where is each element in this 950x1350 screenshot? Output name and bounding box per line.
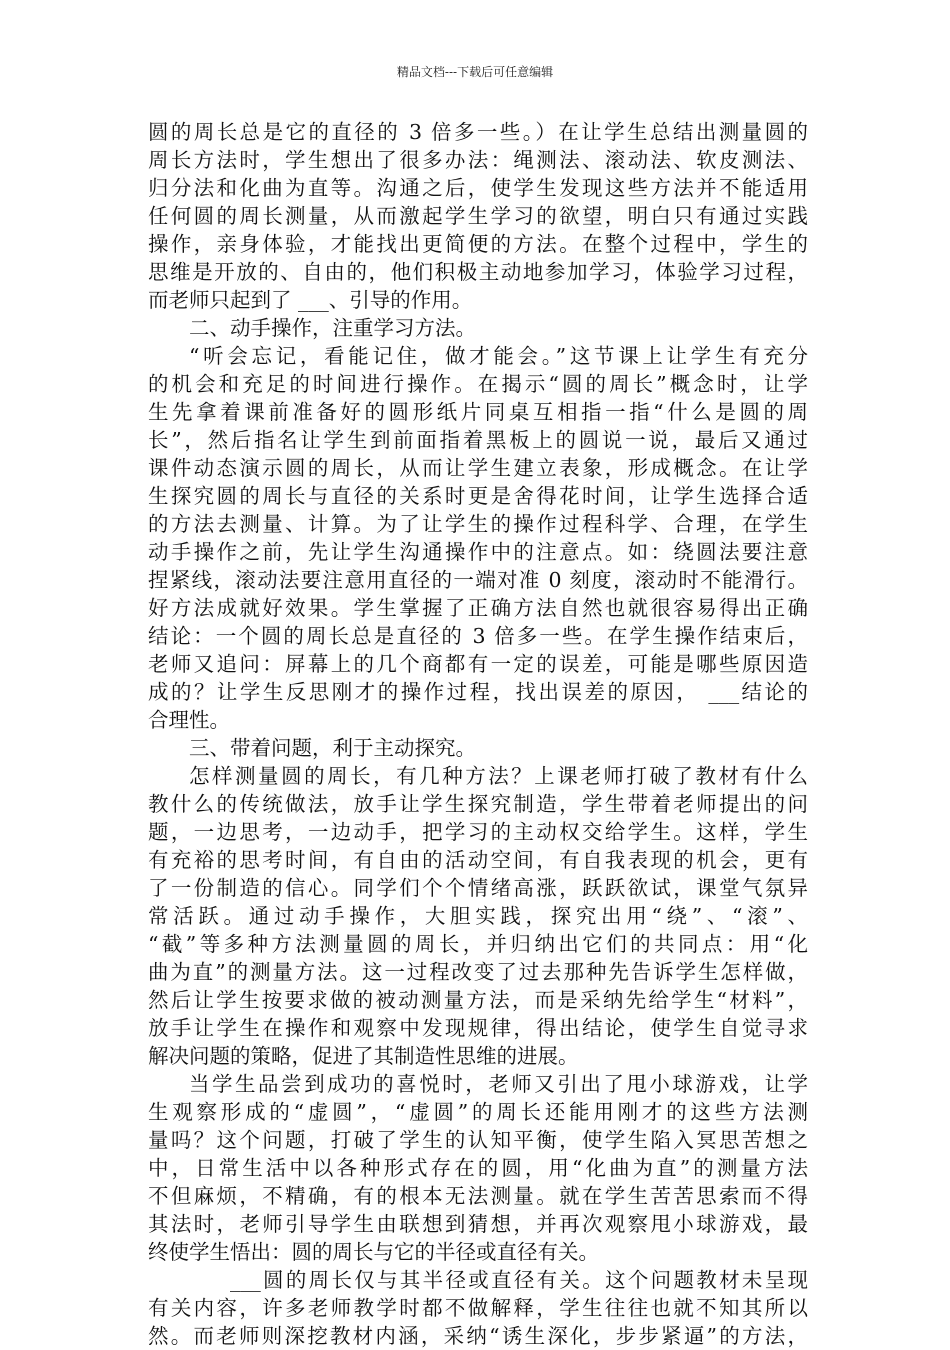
text-line: 的机会和充足的时间进行操作。在揭示“圆的周长”概念时，让学 xyxy=(148,372,808,396)
text-line: 操作，亲身体验，才能找出更简便的方法。在整个过程中，学生的 xyxy=(148,232,808,256)
text-line: 二、动手操作，注重学习方法。 xyxy=(189,316,476,340)
text-line: 生先拿着课前准备好的圆形纸片同桌互相指一指“什么是圆的周 xyxy=(148,400,808,424)
text-line: 的方法去测量、计算。为了让学生的操作过程科学、合理，在学生 xyxy=(148,512,808,536)
text-line: 老师又追问：屏幕上的几个商都有一定的误差，可能是哪些原因造 xyxy=(148,652,808,676)
document-body xyxy=(148,118,808,1350)
text-line: 课件动态演示圆的周长，从而让学生建立表象，形成概念。在让学 xyxy=(148,456,808,480)
text-line: 三、带着问题，利于主动探究。 xyxy=(189,736,476,760)
text-line: 结论：一个圆的周长总是直径的 3 倍多一些。在学生操作结束后， xyxy=(148,624,808,648)
text-line: 任何圆的周长测量，从而激起学生学习的欲望，明白只有通过实践 xyxy=(148,204,808,228)
text-line: “截”等多种方法测量圆的周长，并归纳出它们的共同点：用“化 xyxy=(148,932,808,956)
text-line: 教什么的传统做法，放手让学生探究制造，学生带着老师提出的问 xyxy=(148,792,808,816)
text-line: 生探究圆的周长与直径的关系时更是舍得花时间，让学生选择合适 xyxy=(148,484,808,508)
text-line: 动手操作之前，先让学生沟通操作中的注意点。如：绕圆法要注意 xyxy=(148,540,808,564)
text-line: 其法时，老师引导学生由联想到猜想，并再次观察甩小球游戏，最 xyxy=(148,1212,808,1236)
text-line: 长”，然后指名让学生到前面指着黑板上的圆说一说，最后又通过 xyxy=(148,428,808,452)
text-line: 生观察形成的“虚圆”，“虚圆”的周长还能用刚才的这些方法测 xyxy=(148,1100,808,1124)
text-line: 归分法和化曲为直等。沟通之后，使学生发现这些方法并不能适用 xyxy=(148,176,808,200)
text-line: 然。而老师则深挖教材内涵，采纳“诱生深化，步步紧逼”的方法， xyxy=(148,1324,808,1348)
text-line: 解决问题的策略，促进了其制造性思维的进展。 xyxy=(148,1044,579,1068)
text-line: 放手让学生在操作和观察中发现规律，得出结论，使学生自觉寻求 xyxy=(148,1016,808,1040)
text-line: 好方法成就好效果。学生掌握了正确方法自然也就很容易得出正确 xyxy=(148,596,808,620)
text-line: 捏紧线，滚动法要注意用直径的一端对准 0 刻度，滚动时不能滑行。 xyxy=(148,568,808,592)
text-line: 怎样测量圆的周长，有几种方法？上课老师打破了教材有什么 xyxy=(189,764,808,788)
text-line: 思维是开放的、自由的，他们积极主动地参加学习，体验学习过程， xyxy=(148,260,808,284)
text-line: 圆的周长总是它的直径的 3 倍多一些。）在让学生总结出测量圆的 xyxy=(148,120,808,144)
text-line: 了一份制造的信心。同学们个个情绪高涨，跃跃欲试，课堂气氛异 xyxy=(148,876,808,900)
text-line: ___圆的周长仅与其半径或直径有关。这个问题教材未呈现 xyxy=(230,1268,808,1292)
text-line: 常活跃。通过动手操作，大胆实践，探究出用“绕”、“滚”、 xyxy=(148,904,808,928)
text-line: 题，一边思考，一边动手，把学习的主动权交给学生。这样，学生 xyxy=(148,820,808,844)
text-line: 当学生品尝到成功的喜悦时，老师又引出了甩小球游戏，让学 xyxy=(189,1072,808,1096)
text-line: 合理性。 xyxy=(148,708,230,732)
text-line: 量吗？这个问题，打破了学生的认知平衡，使学生陷入冥思苦想之 xyxy=(148,1128,808,1152)
text-line: 中，日常生活中以各种形式存在的圆，用“化曲为直”的测量方法 xyxy=(148,1156,808,1180)
text-line: 不但麻烦，不精确，有的根本无法测量。就在学生苦苦思索而不得 xyxy=(148,1184,808,1208)
text-line: 然后让学生按要求做的被动测量方法，而是采纳先给学生“材料”， xyxy=(148,988,808,1012)
page-header: 精品文档---下载后可任意编辑 xyxy=(396,65,554,79)
text-line: 成的？让学生反思刚才的操作过程，找出误差的原因， ___结论的 xyxy=(148,680,808,704)
text-line: 曲为直”的测量方法。这一过程改变了过去那种先告诉学生怎样做， xyxy=(148,960,808,984)
text-line: 有充裕的思考时间，有自由的活动空间，有自我表现的机会，更有 xyxy=(148,848,808,872)
text-line: “听会忘记，看能记住，做才能会。”这节课上让学生有充分 xyxy=(189,344,808,368)
text-line: 而老师只起到了 ___、引导的作用。 xyxy=(148,288,473,312)
text-line: 周长方法时，学生想出了很多办法：绳测法、滚动法、软皮测法、 xyxy=(148,148,808,172)
text-line: 终使学生悟出：圆的周长与它的半径或直径有关。 xyxy=(148,1240,599,1264)
text-line: 有关内容，许多老师教学时都不做解释，学生往往也就不知其所以 xyxy=(148,1296,808,1320)
